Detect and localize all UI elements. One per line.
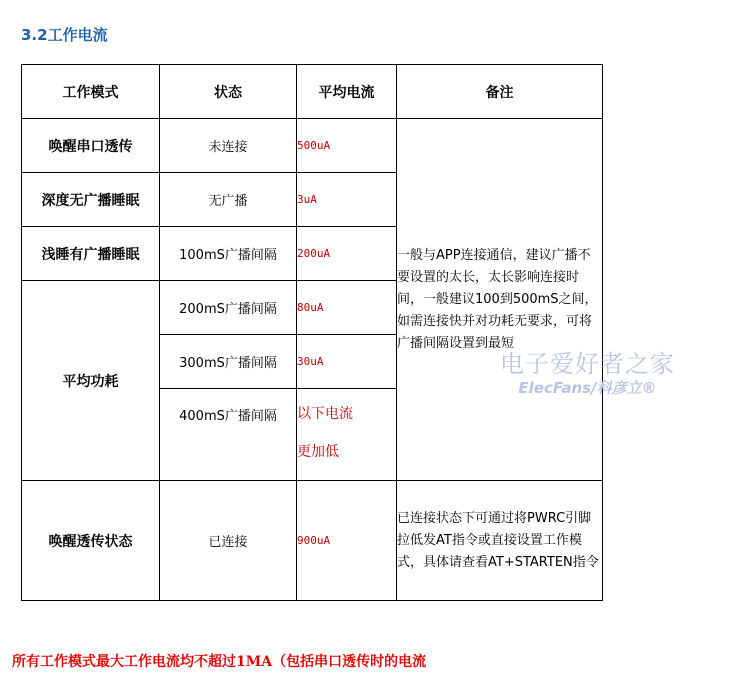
- watermark-en: ElecFans/科彦立®: [518, 379, 657, 397]
- mode-cell: 浅睡有广播睡眠: [22, 227, 160, 281]
- current-cell: [297, 389, 397, 481]
- mode-cell: 唤醒串口透传: [22, 119, 160, 173]
- table-header-row: [22, 65, 603, 119]
- mode-cell: 平均功耗: [22, 281, 160, 481]
- header-current: 平均电流: [297, 65, 397, 119]
- header-mode: 工作模式: [22, 65, 160, 119]
- table-row: [22, 119, 603, 173]
- current-cell: 900uA: [297, 481, 397, 601]
- state-cell: 400mS广播间隔: [160, 389, 297, 481]
- watermark-cn: 电子爱好者之家: [500, 350, 675, 378]
- state-cell: 100mS广播间隔: [160, 227, 297, 281]
- note-cell-top: 一般与APP连接通信，建议广播不要设置的太长，太长影响连接时间，一般建议100到500mS之间， 如需连接快并对功耗无要求，可将广播间隔设置到最短: [397, 119, 603, 481]
- table-row: [22, 481, 603, 601]
- state-cell: 未连接: [160, 119, 297, 173]
- mode-cell: 深度无广播睡眠: [22, 173, 160, 227]
- current-spec-table: [21, 64, 603, 601]
- current-cell: 200uA: [297, 227, 397, 281]
- header-state: 状态: [160, 65, 297, 119]
- note-cell-bottom: 已连接状态下可通过将PWRC引脚拉低发AT指令或直接设置工作模式，具体请查看AT+STARTEN指令: [397, 481, 603, 601]
- state-cell: 200mS广播间隔: [160, 281, 297, 335]
- mode-cell: 唤醒透传状态: [22, 481, 160, 601]
- header-note: 备注: [397, 65, 603, 119]
- section-heading: 3.2工作电流: [21, 26, 108, 44]
- state-cell: 300mS广播间隔: [160, 335, 297, 389]
- current-cell: 500uA: [297, 119, 397, 173]
- current-cell: 3uA: [297, 173, 397, 227]
- state-cell: 已连接: [160, 481, 297, 601]
- current-line: 更加低: [297, 444, 339, 460]
- current-cell: 80uA: [297, 281, 397, 335]
- footnote: 所有工作模式最大工作电流均不超过1MA（包括串口透传时的电流: [12, 654, 427, 670]
- current-cell: 30uA: [297, 335, 397, 389]
- watermark: [500, 344, 675, 398]
- state-cell: 无广播: [160, 173, 297, 227]
- current-line: 以下电流: [297, 406, 353, 422]
